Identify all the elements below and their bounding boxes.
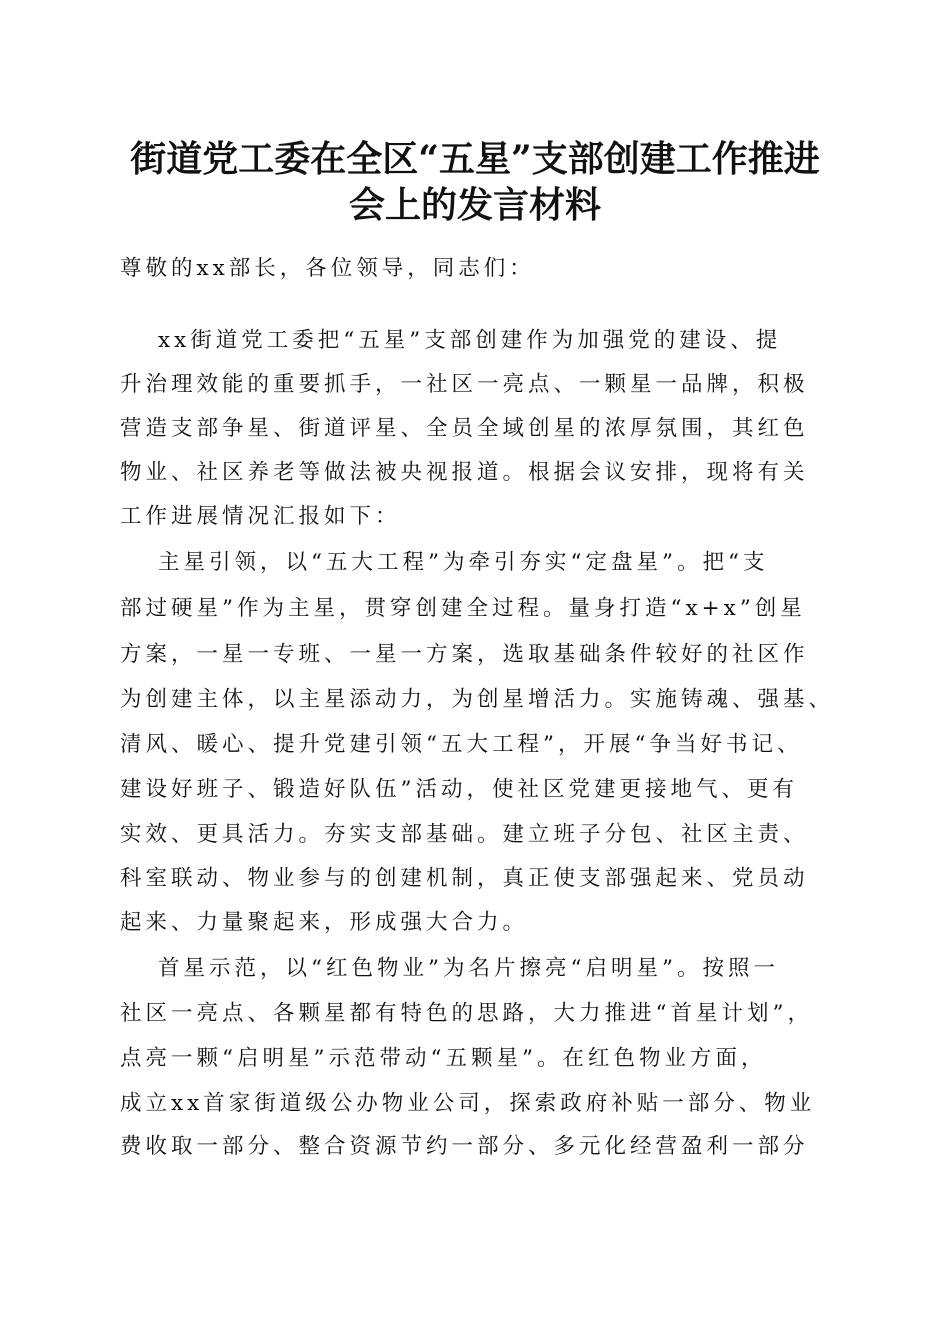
body-line: 为创建主体，以主星添动力，为创星增活力。实施铸魂、强基、 (120, 687, 835, 712)
body-line: 实效、更具活力。夯实支部基础。建立班子分包、社区主责、 (120, 822, 809, 847)
salutation: 尊敬的xx部长，各位领导，同志们： (120, 256, 535, 281)
body-line: xx街道党工委把“五星”支部创建作为加强党的建设、提 (158, 328, 782, 353)
body-line: 起来、力量聚起来，形成强大合力。 (120, 910, 529, 935)
document-title-line-1: 街道党工委在全区“五星”支部创建工作推进 (130, 138, 820, 180)
body-line: 社区一亮点、各颗星都有特色的思路，大力推进“首星计划”， (120, 1001, 813, 1026)
body-line: 物业、社区养老等做法被央视报道。根据会议安排，现将有关 (120, 460, 809, 485)
body-line: 主星引领，以“五大工程”为牵引夯实“定盘星”。把“支 (158, 550, 769, 575)
body-line: 工作进展情况汇报如下： (120, 504, 401, 529)
body-line: 营造支部争星、街道评星、全员全域创星的浓厚氛围，其红色 (120, 416, 809, 441)
body-line: 成立xx首家街道级公办物业公司，探索政府补贴一部分、物业 (120, 1091, 816, 1116)
body-line: 科室联动、物业参与的创建机制，真正使支部强起来、党员动 (120, 866, 809, 891)
body-line: 建设好班子、锻造好队伍”活动，使社区党建更接地气、更有 (120, 777, 798, 802)
document-title-line-2: 会上的发言材料 (348, 184, 601, 226)
body-line: 点亮一颗“启明星”示范带动“五颗星”。在红色物业方面， (120, 1046, 767, 1071)
body-line: 部过硬星”作为主星，贯穿创建全过程。量身打造“x+x”创星 (120, 596, 806, 621)
body-line: 费收取一部分、整合资源节约一部分、多元化经营盈利一部分 (120, 1134, 809, 1159)
body-line: 清风、暖心、提升党建引领“五大工程”，开展“争当好书记、 (120, 732, 803, 757)
body-line: 首星示范，以“红色物业”为名片擦亮“启明星”。按照一 (158, 956, 779, 981)
body-line: 升治理效能的重要抓手，一社区一亮点、一颗星一品牌，积极 (120, 372, 809, 397)
body-line: 方案，一星一专班、一星一方案，选取基础条件较好的社区作 (120, 642, 809, 667)
